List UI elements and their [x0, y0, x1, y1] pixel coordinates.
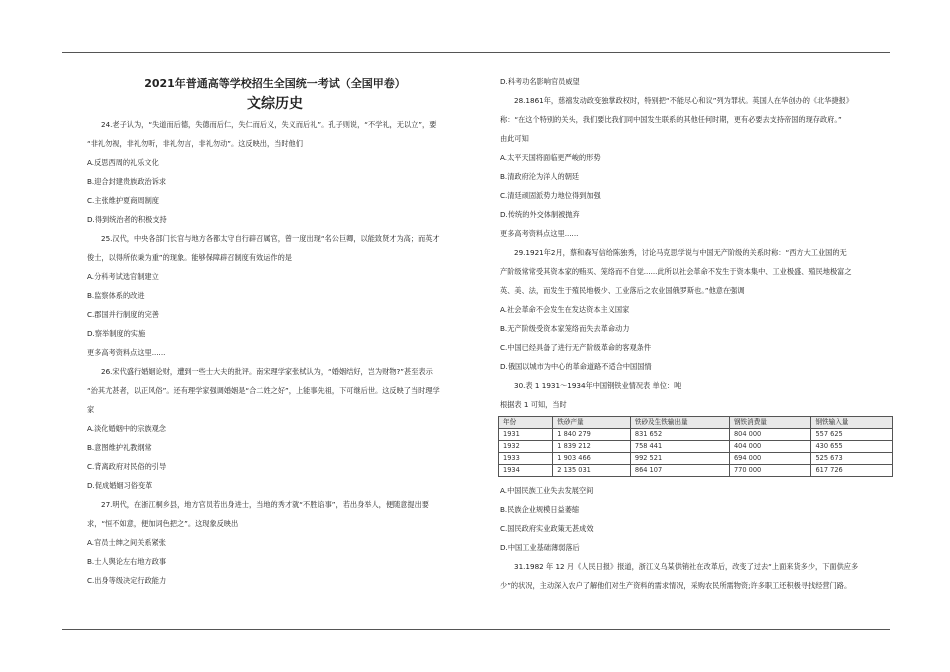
- left-text-line: B.迎合封建贵族政治诉求: [87, 177, 167, 186]
- right-text-line: B.无产阶级受资本家笼络而失去革命动力: [500, 324, 630, 333]
- left-text-line: 26.宋代盛行婚姻论财，遭到一些士大夫的批评。南宋理学家张栻认为，“婚姻结好，岂为财物?”甚至表示: [101, 367, 433, 376]
- left-text-line: D.促成婚姻习俗变革: [87, 481, 153, 490]
- left-text-line: B.士人舆论左右地方政事: [87, 557, 167, 566]
- left-text-line: D.察举制度的实施: [87, 329, 146, 338]
- left-text-line: “非礼勿视，非礼勿听，非礼勿言，非礼勿动”。这反映出，当时他们: [87, 139, 303, 148]
- table-cell: 1 840 279: [553, 429, 631, 441]
- left-text-line: C.出身等级决定行政能力: [87, 576, 167, 585]
- right-text-line: C.中国已经具备了进行无产阶级革命的客观条件: [500, 343, 652, 352]
- table-cell: 1 839 212: [553, 441, 631, 453]
- right-text-line: 31.1982 年 12 月《人民日报》报道，浙江义乌某供销社在改革后，改变了过去“上面来货多少，下面供应多: [514, 562, 859, 571]
- right-text-line: 30.表 1 1931～1934年中国钢铁业情况表 单位：吨: [514, 381, 682, 390]
- left-question-list: [75, 115, 475, 590]
- right-text-line: 产阶级常常受其资本家的贿买、笼络而不自觉......此所以社会革命不发生于资本集中、工业极盛、殖民地极富之: [500, 267, 852, 276]
- right-question-list-top: [488, 72, 893, 414]
- table-header-cell: 钢铁输入量: [811, 417, 893, 429]
- left-column: [75, 70, 475, 590]
- left-text-line: 俊士，以得所依秉为重”的现象。能够保障辟召制度有效运作的是: [87, 253, 292, 262]
- right-text-line: 英、美、法，而发生于殖民地极少、工业落后之农业国俄罗斯也。”他意在强调: [500, 286, 745, 295]
- left-text-line: D.得到统治者的积极支持: [87, 215, 167, 224]
- right-text-line: 根据表 1 可知，当时: [500, 400, 567, 409]
- left-text-line: C.主张维护夏商周制度: [87, 196, 159, 205]
- right-text-line: A.中国民族工业失去发展空间: [500, 486, 594, 495]
- right-text-line: B.民族企业规模日益萎缩: [500, 505, 580, 514]
- right-question-list-bottom: [488, 481, 893, 595]
- right-text-line: D.传统的外交体制被抛弃: [500, 210, 580, 219]
- left-text-line: C.郡国并行制度的完善: [87, 310, 159, 319]
- left-text-line: 求，“恒不如意，便加词色把之”。这现象反映出: [87, 519, 239, 528]
- right-text-line: D.俄国以城市为中心的革命道路不适合中国国情: [500, 362, 652, 371]
- table-cell: 430 655: [811, 441, 893, 453]
- table-cell: 1932: [499, 441, 553, 453]
- right-text-line: 更多高考资料点这里......: [500, 229, 579, 238]
- table-row: [499, 441, 893, 453]
- right-text-line: 由此可知: [500, 134, 529, 143]
- table-cell: 404 000: [729, 441, 811, 453]
- right-text-line: 29.1921年2月，蔡和森写信给陈独秀，讨论马克思学说与中国无产阶级的关系时称：“西方大工业国的无: [514, 248, 847, 257]
- left-text-line: 更多高考资料点这里......: [87, 348, 166, 357]
- left-text-line: C.背离政府对民俗的引导: [87, 462, 167, 471]
- right-text-line: 少”的状况，主动深入农户了解他们对生产资料的需求情况，采购农民所需物资;许多职工还积极寻找经营门路。: [500, 581, 852, 590]
- left-text-line: 24.老子认为，“失道而后德，失德而后仁，失仁而后义，失义而后礼”。孔子则说，“不学礼，无以立”，要: [101, 120, 437, 129]
- left-text-line: A.分科考试选官制建立: [87, 272, 159, 281]
- table-cell: 1 903 466: [553, 453, 631, 465]
- bottom-rule: [62, 629, 890, 630]
- left-text-line: 27.明代，在浙江桐乡县，地方官员若出身进士，当地的秀才就“不胜谄事”，若出身举人，便随意提出要: [101, 500, 429, 509]
- right-text-line: D.科考功名影响官员威望: [500, 77, 580, 86]
- table-row: [499, 465, 893, 477]
- left-text-line: “治其尤甚者，以正风俗”。还有理学家强调婚姻是“合二姓之好”，上能事先祖，下可继后世。这反映了当时理学: [87, 386, 440, 395]
- right-text-line: 28.1861年，慈禧发动政变独掌政权时，特别把“不能尽心和议”列为罪状。英国人在华创办的《北华捷报》: [514, 96, 854, 105]
- table-header-cell: 年份: [499, 417, 553, 429]
- left-text-line: A.淡化婚姻中的宗族观念: [87, 424, 166, 433]
- exam-title: 2021年普通高等学校招生全国统一考试（全国甲卷）: [144, 77, 406, 90]
- left-text-line: A.反思西周的礼乐文化: [87, 158, 159, 167]
- table-cell: 992 521: [630, 453, 729, 465]
- left-text-line: 25.汉代，中央各部门长官与地方各都太守自行辟召属官，曾一度出现“名公巨卿，以能致贤才为高；而英才: [101, 234, 440, 243]
- left-text-line: B.意图维护礼教纲常: [87, 443, 152, 452]
- right-text-line: D.中国工业基础薄弱落后: [500, 543, 580, 552]
- table-cell: 557 625: [811, 429, 893, 441]
- left-text-line: B.监察体系的改进: [87, 291, 145, 300]
- right-text-line: C.清廷顽固派势力地位得到加强: [500, 191, 601, 200]
- subject-title: 文综历史: [247, 96, 303, 112]
- left-text-line: 家: [87, 405, 95, 414]
- right-text-line: B.清政府沦为洋人的朝廷: [500, 172, 580, 181]
- right-text-line: A.社会革命不会发生在发达资本主义国家: [500, 305, 630, 314]
- table-cell: 770 000: [729, 465, 811, 477]
- table-row: [499, 429, 893, 441]
- table-cell: 864 107: [630, 465, 729, 477]
- table-header-row: [499, 417, 893, 429]
- table-header-cell: 铁砂产量: [553, 417, 631, 429]
- table-cell: 525 673: [811, 453, 893, 465]
- right-column: [488, 72, 893, 595]
- table-cell: 758 441: [630, 441, 729, 453]
- table-header-cell: 铁砂及生铁输出量: [630, 417, 729, 429]
- table-cell: 804 000: [729, 429, 811, 441]
- table-row: [499, 453, 893, 465]
- table-cell: 1934: [499, 465, 553, 477]
- left-text-line: A.官员士绅之间关系紧张: [87, 538, 166, 547]
- steel-industry-table: [498, 416, 893, 477]
- table-cell: 1931: [499, 429, 553, 441]
- table-cell: 1933: [499, 453, 553, 465]
- right-text-line: 称：“在这个特别的关头，我们要比我们同中国发生联系的其他任何时期，更有必要去支持帝国的现存政府。”: [500, 115, 842, 124]
- table-cell: 831 652: [630, 429, 729, 441]
- table-cell: 694 000: [729, 453, 811, 465]
- right-text-line: A.太平天国将面临更严峻的形势: [500, 153, 601, 162]
- table-cell: 2 135 031: [553, 465, 631, 477]
- right-text-line: C.国民政府实业政策无甚成效: [500, 524, 594, 533]
- table-header-cell: 钢铁消费量: [729, 417, 811, 429]
- table-cell: 617 726: [811, 465, 893, 477]
- top-rule: [62, 52, 890, 53]
